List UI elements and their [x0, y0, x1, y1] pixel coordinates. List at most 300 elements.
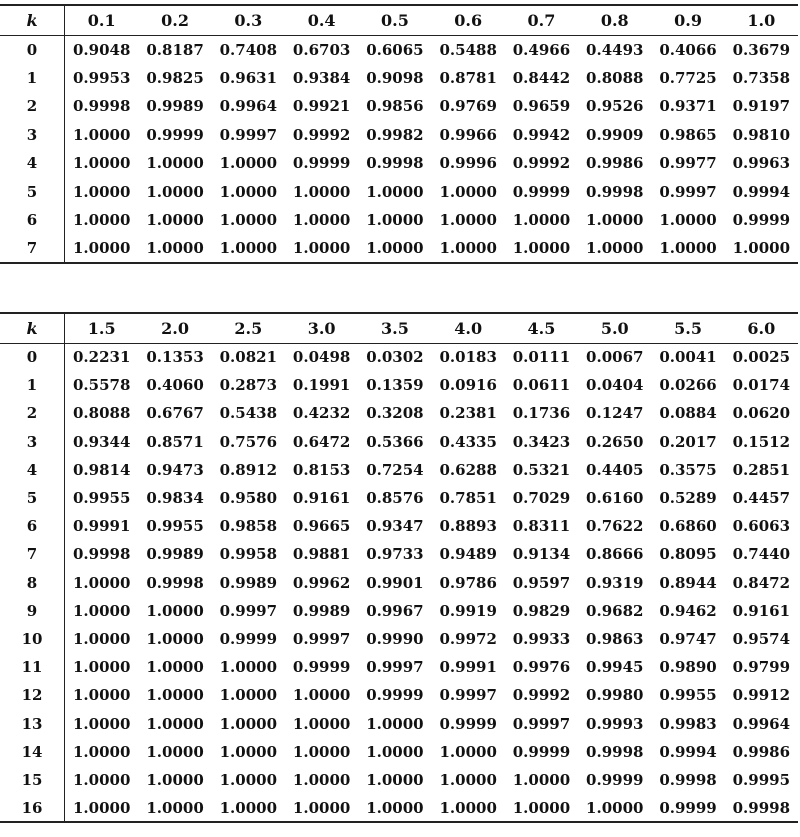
value-cell: 0.8311 — [512, 517, 571, 536]
value-cell: 0.9992 — [292, 125, 351, 144]
value-cell: 0.9347 — [366, 517, 424, 536]
column-header: 0.3 — [212, 5, 285, 35]
k-cell: 4 — [0, 149, 65, 178]
k-cell: 13 — [0, 709, 65, 737]
k-cell: 4 — [0, 456, 65, 484]
value-cell: 0.7576 — [219, 432, 278, 451]
table-row — [0, 121, 798, 150]
value-cell: 1.0000 — [146, 742, 204, 761]
column-header: 3.0 — [285, 313, 358, 343]
k-cell: 3 — [0, 428, 65, 456]
value-cell: 1.0000 — [292, 182, 351, 201]
value-cell: 1.0000 — [73, 601, 131, 620]
value-cell: 1.0000 — [73, 211, 131, 230]
table-row — [0, 149, 798, 178]
table-row — [0, 484, 798, 512]
k-cell: 5 — [0, 484, 65, 512]
value-cell: 1.0000 — [432, 235, 505, 264]
value-cell: 0.9799 — [732, 658, 791, 677]
value-cell: 0.8576 — [366, 489, 424, 508]
value-cell: 0.7358 — [732, 68, 791, 87]
k-cell: 15 — [0, 766, 65, 794]
value-cell: 1.0000 — [366, 182, 424, 201]
k-cell: 6 — [0, 206, 65, 235]
k-cell: 12 — [0, 681, 65, 709]
value-cell: 0.7725 — [659, 68, 717, 87]
value-cell: 0.9665 — [292, 517, 351, 536]
value-cell: 0.0884 — [659, 404, 717, 423]
value-cell: 1.0000 — [73, 125, 131, 144]
value-cell: 0.9197 — [732, 97, 791, 116]
value-cell: 0.9991 — [73, 517, 131, 536]
value-cell: 0.9933 — [512, 629, 571, 648]
k-cell: 1 — [0, 371, 65, 399]
value-cell: 0.9995 — [732, 770, 791, 789]
value-cell: 1.0000 — [659, 211, 717, 230]
header-row — [0, 5, 798, 35]
value-cell: 1.0000 — [358, 794, 431, 822]
value-cell: 0.0611 — [512, 376, 571, 395]
table-row — [0, 709, 798, 737]
value-cell: 0.9998 — [146, 573, 204, 592]
k-cell: 0 — [0, 35, 65, 64]
header-row — [0, 313, 798, 343]
value-cell: 0.9945 — [586, 658, 644, 677]
value-cell: 0.8442 — [512, 68, 571, 87]
value-cell: 0.4335 — [439, 432, 497, 451]
value-cell: 0.8088 — [586, 68, 644, 87]
value-cell: 0.2017 — [659, 432, 717, 451]
value-cell: 0.6767 — [146, 404, 204, 423]
value-cell: 0.9999 — [512, 182, 571, 201]
value-cell: 0.9997 — [219, 125, 278, 144]
value-cell: 0.9999 — [146, 125, 204, 144]
value-cell: 1.0000 — [219, 686, 278, 705]
value-cell: 0.0067 — [586, 348, 644, 367]
value-cell: 0.9526 — [586, 97, 644, 116]
value-cell: 0.0174 — [732, 376, 791, 395]
value-cell: 0.1512 — [732, 432, 791, 451]
table-row — [0, 540, 798, 568]
value-cell: 0.3208 — [366, 404, 424, 423]
value-cell: 0.8944 — [659, 573, 717, 592]
value-cell: 1.0000 — [146, 770, 204, 789]
value-cell: 0.9682 — [586, 601, 644, 620]
value-cell: 1.0000 — [73, 182, 131, 201]
value-cell: 1.0000 — [505, 235, 578, 264]
k-cell: 1 — [0, 64, 65, 93]
value-cell: 1.0000 — [73, 658, 131, 677]
value-cell: 0.9999 — [586, 770, 644, 789]
table-row — [0, 206, 798, 235]
table-row — [0, 681, 798, 709]
value-cell: 0.9134 — [512, 545, 571, 564]
value-cell: 0.1247 — [586, 404, 644, 423]
value-cell: 0.9834 — [146, 489, 204, 508]
table-row — [0, 92, 798, 121]
value-cell: 1.0000 — [138, 794, 211, 822]
value-cell: 0.8893 — [439, 517, 497, 536]
value-cell: 0.9999 — [292, 658, 351, 677]
value-cell: 1.0000 — [219, 714, 278, 733]
value-cell: 0.0620 — [732, 404, 791, 423]
value-cell: 0.6160 — [586, 489, 644, 508]
value-cell: 0.9814 — [73, 460, 131, 479]
value-cell: 0.9769 — [439, 97, 497, 116]
value-cell: 0.2231 — [73, 348, 131, 367]
k-cell: 9 — [0, 597, 65, 625]
value-cell: 0.0266 — [659, 376, 717, 395]
table-row — [0, 456, 798, 484]
value-cell: 0.1736 — [512, 404, 571, 423]
value-cell: 1.0000 — [439, 742, 497, 761]
value-cell: 0.6065 — [366, 40, 424, 59]
value-cell: 0.9631 — [219, 68, 278, 87]
value-cell: 1.0000 — [366, 714, 424, 733]
value-cell: 0.6703 — [292, 40, 351, 59]
value-cell: 0.9982 — [366, 125, 424, 144]
value-cell: 0.9992 — [512, 154, 571, 173]
value-cell: 0.7851 — [439, 489, 497, 508]
value-cell: 1.0000 — [73, 686, 131, 705]
value-cell: 0.9999 — [292, 154, 351, 173]
value-cell: 0.4405 — [586, 460, 644, 479]
table-row — [0, 399, 798, 427]
value-cell: 0.9955 — [73, 489, 131, 508]
value-cell: 0.9858 — [219, 517, 278, 536]
table-row — [0, 371, 798, 399]
value-cell: 1.0000 — [512, 770, 571, 789]
value-cell: 0.3679 — [732, 40, 791, 59]
column-header: 6.0 — [725, 313, 798, 343]
value-cell: 0.9972 — [439, 629, 497, 648]
column-header: 0.2 — [138, 5, 211, 35]
value-cell: 0.4966 — [512, 40, 571, 59]
table-row — [0, 653, 798, 681]
value-cell: 0.5488 — [439, 40, 497, 59]
value-cell: 0.9733 — [366, 545, 424, 564]
value-cell: 0.9574 — [732, 629, 791, 648]
table-row — [0, 597, 798, 625]
value-cell: 0.9986 — [586, 154, 644, 173]
column-header: 1.5 — [65, 313, 139, 343]
value-cell: 0.9999 — [366, 686, 424, 705]
k-cell: 8 — [0, 569, 65, 597]
value-cell: 0.2650 — [586, 432, 644, 451]
value-cell: 0.0111 — [512, 348, 571, 367]
value-cell: 1.0000 — [439, 211, 497, 230]
value-cell: 1.0000 — [212, 794, 285, 822]
value-cell: 0.9955 — [146, 517, 204, 536]
value-cell: 0.9161 — [732, 601, 791, 620]
k-cell: 6 — [0, 512, 65, 540]
value-cell: 0.9597 — [512, 573, 571, 592]
value-cell: 1.0000 — [292, 686, 351, 705]
value-cell: 1.0000 — [285, 235, 358, 264]
value-cell: 1.0000 — [366, 211, 424, 230]
value-cell: 0.9999 — [732, 211, 791, 230]
value-cell: 0.9997 — [439, 686, 497, 705]
value-cell: 1.0000 — [651, 235, 724, 264]
value-cell: 0.9659 — [512, 97, 571, 116]
value-cell: 1.0000 — [146, 211, 204, 230]
value-cell: 0.9161 — [292, 489, 351, 508]
value-cell: 0.9992 — [512, 686, 571, 705]
value-cell: 0.4232 — [292, 404, 351, 423]
value-cell: 0.9997 — [512, 714, 571, 733]
value-cell: 0.9967 — [366, 601, 424, 620]
value-cell: 0.9993 — [586, 714, 644, 733]
value-cell: 0.9990 — [366, 629, 424, 648]
value-cell: 0.9997 — [659, 182, 717, 201]
column-header: 3.5 — [358, 313, 431, 343]
value-cell: 1.0000 — [366, 742, 424, 761]
value-cell: 0.9998 — [659, 770, 717, 789]
value-cell: 1.0000 — [505, 794, 578, 822]
value-cell: 0.9983 — [659, 714, 717, 733]
value-cell: 0.0821 — [219, 348, 278, 367]
value-cell: 0.9998 — [725, 794, 798, 822]
value-cell: 0.8912 — [219, 460, 278, 479]
k-cell: 11 — [0, 653, 65, 681]
value-cell: 0.9991 — [439, 658, 497, 677]
value-cell: 0.7622 — [586, 517, 644, 536]
table-row — [0, 569, 798, 597]
value-cell: 0.9989 — [219, 573, 278, 592]
poisson-table-2 — [0, 312, 798, 823]
value-cell: 0.9881 — [292, 545, 351, 564]
value-cell: 0.7029 — [512, 489, 571, 508]
value-cell: 1.0000 — [212, 235, 285, 264]
value-cell: 0.9942 — [512, 125, 571, 144]
value-cell: 1.0000 — [146, 714, 204, 733]
value-cell: 1.0000 — [366, 770, 424, 789]
table-row — [0, 794, 798, 822]
value-cell: 0.9098 — [366, 68, 424, 87]
table-row — [0, 178, 798, 207]
value-cell: 1.0000 — [219, 211, 278, 230]
value-cell: 0.9829 — [512, 601, 571, 620]
value-cell: 0.9998 — [586, 182, 644, 201]
value-cell: 0.9319 — [586, 573, 644, 592]
column-header: 1.0 — [725, 5, 798, 35]
value-cell: 1.0000 — [292, 714, 351, 733]
value-cell: 0.9963 — [732, 154, 791, 173]
value-cell: 1.0000 — [219, 658, 278, 677]
value-cell: 1.0000 — [146, 601, 204, 620]
value-cell: 1.0000 — [73, 742, 131, 761]
value-cell: 0.9856 — [366, 97, 424, 116]
value-cell: 0.9810 — [732, 125, 791, 144]
value-cell: 0.9997 — [366, 658, 424, 677]
value-cell: 1.0000 — [725, 235, 798, 264]
value-cell: 1.0000 — [292, 742, 351, 761]
value-cell: 1.0000 — [146, 658, 204, 677]
k-header: k — [0, 313, 65, 343]
value-cell: 0.9955 — [659, 686, 717, 705]
value-cell: 0.9964 — [732, 714, 791, 733]
value-cell: 0.9921 — [292, 97, 351, 116]
k-cell: 3 — [0, 121, 65, 150]
value-cell: 1.0000 — [73, 714, 131, 733]
table-body — [0, 343, 798, 822]
value-cell: 1.0000 — [146, 686, 204, 705]
column-header: 0.7 — [505, 5, 578, 35]
value-cell: 0.9890 — [659, 658, 717, 677]
value-cell: 0.8571 — [146, 432, 204, 451]
value-cell: 0.9912 — [732, 686, 791, 705]
value-cell: 0.9048 — [73, 40, 131, 59]
value-cell: 0.9986 — [732, 742, 791, 761]
table-row — [0, 766, 798, 794]
column-header: 0.8 — [578, 5, 651, 35]
k-cell: 14 — [0, 738, 65, 766]
value-cell: 0.0025 — [732, 348, 791, 367]
value-cell: 0.0041 — [659, 348, 717, 367]
column-header: 0.9 — [651, 5, 724, 35]
poisson-table-1 — [0, 4, 798, 264]
value-cell: 0.9998 — [586, 742, 644, 761]
value-cell: 0.9999 — [439, 714, 497, 733]
value-cell: 0.2851 — [732, 460, 791, 479]
table-row — [0, 35, 798, 64]
value-cell: 0.3575 — [659, 460, 717, 479]
value-cell: 0.3423 — [512, 432, 571, 451]
value-cell: 0.7408 — [219, 40, 278, 59]
value-cell: 1.0000 — [138, 235, 211, 264]
value-cell: 0.9747 — [659, 629, 717, 648]
value-cell: 0.9473 — [146, 460, 204, 479]
value-cell: 0.0916 — [439, 376, 497, 395]
value-cell: 0.9909 — [586, 125, 644, 144]
k-cell: 2 — [0, 92, 65, 121]
k-header: k — [0, 5, 65, 35]
value-cell: 0.8088 — [73, 404, 131, 423]
value-cell: 0.7254 — [366, 460, 424, 479]
value-cell: 0.0302 — [366, 348, 424, 367]
value-cell: 0.9962 — [292, 573, 351, 592]
value-cell: 0.9966 — [439, 125, 497, 144]
value-cell: 0.8153 — [292, 460, 351, 479]
value-cell: 0.9999 — [512, 742, 571, 761]
value-cell: 1.0000 — [219, 182, 278, 201]
value-cell: 1.0000 — [219, 770, 278, 789]
k-cell: 7 — [0, 540, 65, 568]
value-cell: 0.9994 — [732, 182, 791, 201]
k-cell: 10 — [0, 625, 65, 653]
value-cell: 0.4457 — [732, 489, 791, 508]
value-cell: 1.0000 — [219, 154, 278, 173]
column-header: 0.1 — [65, 5, 139, 35]
value-cell: 0.9462 — [659, 601, 717, 620]
value-cell: 1.0000 — [439, 182, 497, 201]
k-cell: 5 — [0, 178, 65, 207]
value-cell: 0.8781 — [439, 68, 497, 87]
table-row — [0, 428, 798, 456]
column-header: 2.5 — [212, 313, 285, 343]
value-cell: 0.9994 — [659, 742, 717, 761]
k-cell: 0 — [0, 343, 65, 371]
value-cell: 1.0000 — [65, 794, 139, 822]
table-row — [0, 738, 798, 766]
value-cell: 0.2381 — [439, 404, 497, 423]
value-cell: 1.0000 — [146, 629, 204, 648]
value-cell: 1.0000 — [578, 794, 651, 822]
table-row — [0, 625, 798, 653]
value-cell: 0.9989 — [146, 545, 204, 564]
value-cell: 1.0000 — [586, 211, 644, 230]
value-cell: 0.9980 — [586, 686, 644, 705]
value-cell: 0.6288 — [439, 460, 497, 479]
value-cell: 1.0000 — [73, 770, 131, 789]
value-cell: 0.6063 — [732, 517, 791, 536]
value-cell: 0.0404 — [586, 376, 644, 395]
value-cell: 0.8472 — [732, 573, 791, 592]
table-row — [0, 64, 798, 93]
value-cell: 0.8187 — [146, 40, 204, 59]
value-cell: 0.8666 — [586, 545, 644, 564]
column-header: 0.4 — [285, 5, 358, 35]
value-cell: 0.1991 — [292, 376, 351, 395]
column-header: 0.5 — [358, 5, 431, 35]
value-cell: 1.0000 — [432, 794, 505, 822]
value-cell: 1.0000 — [358, 235, 431, 264]
value-cell: 0.9384 — [292, 68, 351, 87]
value-cell: 0.9997 — [292, 629, 351, 648]
value-cell: 0.5321 — [512, 460, 571, 479]
value-cell: 0.9998 — [73, 545, 131, 564]
column-header: 4.0 — [432, 313, 505, 343]
value-cell: 0.9863 — [586, 629, 644, 648]
value-cell: 0.7440 — [732, 545, 791, 564]
value-cell: 1.0000 — [73, 629, 131, 648]
value-cell: 0.2873 — [219, 376, 278, 395]
table-row — [0, 235, 798, 264]
value-cell: 0.9998 — [73, 97, 131, 116]
table-row — [0, 512, 798, 540]
value-cell: 0.9999 — [219, 629, 278, 648]
value-cell: 0.9489 — [439, 545, 497, 564]
value-cell: 0.9958 — [219, 545, 278, 564]
column-header: 5.0 — [578, 313, 651, 343]
value-cell: 0.9964 — [219, 97, 278, 116]
value-cell: 0.5438 — [219, 404, 278, 423]
table-body — [0, 35, 798, 263]
value-cell: 0.6860 — [659, 517, 717, 536]
value-cell: 1.0000 — [439, 770, 497, 789]
column-header: 5.5 — [651, 313, 724, 343]
value-cell: 0.9977 — [659, 154, 717, 173]
value-cell: 0.9997 — [219, 601, 278, 620]
value-cell: 1.0000 — [292, 211, 351, 230]
k-cell: 16 — [0, 794, 65, 822]
value-cell: 0.9580 — [219, 489, 278, 508]
k-cell: 2 — [0, 399, 65, 427]
value-cell: 1.0000 — [292, 770, 351, 789]
value-cell: 0.4066 — [659, 40, 717, 59]
value-cell: 0.4060 — [146, 376, 204, 395]
value-cell: 0.9953 — [73, 68, 131, 87]
value-cell: 0.9989 — [292, 601, 351, 620]
value-cell: 0.0498 — [292, 348, 351, 367]
value-cell: 1.0000 — [65, 235, 139, 264]
column-header: 2.0 — [138, 313, 211, 343]
value-cell: 0.9786 — [439, 573, 497, 592]
value-cell: 0.9989 — [146, 97, 204, 116]
value-cell: 1.0000 — [578, 235, 651, 264]
value-cell: 0.9999 — [651, 794, 724, 822]
value-cell: 0.1359 — [366, 376, 424, 395]
